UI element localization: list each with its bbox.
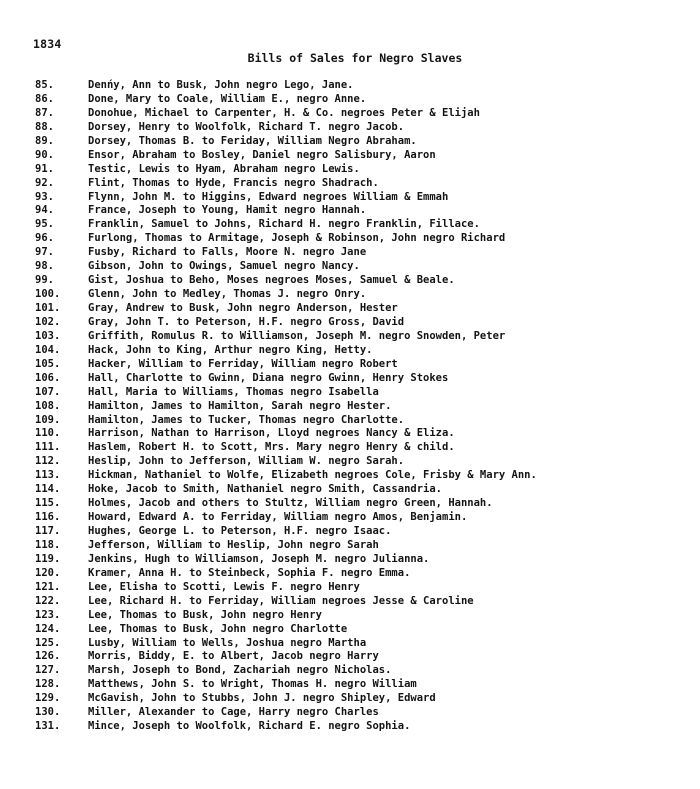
list-item <box>0 720 700 734</box>
entry-number: 91. <box>35 162 54 175</box>
entry-number: 85. <box>35 79 54 91</box>
list-item <box>0 344 700 358</box>
entry-number: 123. <box>35 608 61 621</box>
entry-number: 124. <box>35 622 61 635</box>
list-item <box>0 204 700 218</box>
entry-text: Dorsey, Thomas B. to Feriday, William Negro Abraham. <box>88 134 417 147</box>
entry-text: McGavish, John to Stubbs, John J. negro Shipley, Edward <box>88 692 436 705</box>
page-title: Bills of Sales for Negro Slaves <box>247 51 463 65</box>
entry-text: Heslip, John to Jefferson, William W. negro Sarah. <box>88 455 405 468</box>
entry-text: Matthews, John S. to Wright, Thomas H. negro William <box>88 678 417 691</box>
list-item <box>0 539 700 553</box>
entry-number: 127. <box>35 664 61 677</box>
list-item <box>0 441 700 455</box>
entry-text: Hickman, Nathaniel to Wolfe, Elizabeth negroes Cole, Frisby & Mary Ann. <box>88 469 537 482</box>
entry-text: Flynn, John M. to Higgins, Edward negroes William & Emmah <box>88 190 449 203</box>
entry-number: 115. <box>35 497 61 510</box>
list-item <box>0 288 700 302</box>
entry-text: Gibson, John to Owings, Samuel negro Nancy. <box>88 260 360 273</box>
entry-text: Harrison, Nathan to Harrison, Lloyd negroes Nancy & Eliza. <box>88 427 455 440</box>
entry-number: 113. <box>35 469 61 482</box>
list-item <box>0 469 700 483</box>
entry-number: 90. <box>35 148 54 161</box>
list-item <box>0 93 700 107</box>
list-item <box>0 581 700 595</box>
list-item <box>0 274 700 288</box>
list-item <box>0 678 700 692</box>
entry-number: 99. <box>35 274 54 287</box>
list-item <box>0 664 700 678</box>
entry-text: Jefferson, William to Heslip, John negro Sarah <box>88 538 379 551</box>
entry-text: Lee, Richard H. to Ferriday, William negroes Jesse & Caroline <box>88 594 474 607</box>
entry-number: 126. <box>35 650 61 663</box>
entry-number: 128. <box>35 678 61 691</box>
entry-number: 93. <box>35 190 54 203</box>
list-item <box>0 149 700 163</box>
entry-text: Jenkins, Hugh to Williamson, Joseph M. negro Julianna. <box>88 552 430 565</box>
entry-text: Howard, Edward A. to Ferriday, William negro Amos, Benjamin. <box>88 511 468 524</box>
entry-text: Marsh, Joseph to Bond, Zachariah negro Nicholas. <box>88 664 392 677</box>
entry-text: Dorsey, Henry to Woolfolk, Richard T. negro Jacob. <box>88 120 405 133</box>
list-item <box>0 427 700 441</box>
entry-text: Hack, John to King, Arthur negro King, Hetty. <box>88 343 373 356</box>
entry-text: Hacker, William to Ferriday, William negro Robert <box>88 357 398 370</box>
entry-number: 125. <box>35 636 61 649</box>
entry-number: 114. <box>35 483 61 496</box>
entry-number: 104. <box>35 343 61 356</box>
entry-number: 131. <box>35 720 61 733</box>
entry-number: 121. <box>35 580 61 593</box>
entry-text: Hall, Maria to Williams, Thomas negro Isabella <box>88 385 379 398</box>
list-item <box>0 497 700 511</box>
entry-text: Denńy, Ann to Busk, John negro Lego, Jane. <box>88 79 354 91</box>
entry-text: Testic, Lewis to Hyam, Abraham negro Lewis. <box>88 162 360 175</box>
entry-text: Haslem, Robert H. to Scott, Mrs. Mary negro Henry & child. <box>88 441 455 454</box>
list-item <box>0 567 700 581</box>
entry-number: 116. <box>35 511 61 524</box>
list-item <box>0 650 700 664</box>
entry-number: 106. <box>35 371 61 384</box>
list-item <box>0 623 700 637</box>
list-item <box>0 595 700 609</box>
list-item <box>0 107 700 121</box>
entry-text: Hughes, George L. to Peterson, H.F. negro Isaac. <box>88 525 392 537</box>
entry-text: Lee, Thomas to Busk, John negro Charlotte <box>88 622 348 635</box>
list-item <box>0 177 700 191</box>
list-item <box>0 260 700 274</box>
entry-number: 102. <box>35 315 61 328</box>
entry-number: 101. <box>35 302 61 314</box>
list-item <box>0 316 700 330</box>
list-item <box>0 511 700 525</box>
list-item <box>0 386 700 400</box>
entry-number: 87. <box>35 106 54 119</box>
entry-number: 89. <box>35 134 54 147</box>
entry-text: Gist, Joshua to Beho, Moses negroes Moses, Samuel & Beale. <box>88 274 455 287</box>
entry-number: 129. <box>35 692 61 705</box>
list-item <box>0 135 700 149</box>
list-item <box>0 358 700 372</box>
list-item <box>0 455 700 469</box>
list-item <box>0 218 700 232</box>
list-item <box>0 79 700 93</box>
entry-number: 96. <box>35 232 54 245</box>
entry-number: 119. <box>35 552 61 565</box>
entry-number: 88. <box>35 120 54 133</box>
entry-number: 118. <box>35 538 61 551</box>
list-item <box>0 191 700 205</box>
entry-text: Ensor, Abraham to Bosley, Daniel negro Salisbury, Aaron <box>88 148 436 161</box>
entry-text: Kramer, Anna H. to Steinbeck, Sophia F. negro Emma. <box>88 566 411 579</box>
entry-text: Morris, Biddy, E. to Albert, Jacob negro Harry <box>88 650 379 663</box>
list-item <box>0 637 700 651</box>
entry-text: Furlong, Thomas to Armitage, Joseph & Robinson, John negro Richard <box>88 232 506 245</box>
list-item <box>0 553 700 567</box>
entry-number: 92. <box>35 176 54 189</box>
entry-number: 111. <box>35 441 61 454</box>
entry-number: 110. <box>35 427 61 440</box>
list-item <box>0 706 700 720</box>
list-item <box>0 302 700 316</box>
entry-text: Hoke, Jacob to Smith, Nathaniel negro Smith, Cassandria. <box>88 483 443 496</box>
entry-text: Fusby, Richard to Falls, Moore N. negro Jane <box>88 246 367 259</box>
entry-number: 95. <box>35 218 54 231</box>
entry-number: 122. <box>35 594 61 607</box>
entry-text: Holmes, Jacob and others to Stultz, William negro Green, Hannah. <box>88 497 493 510</box>
list-item <box>0 330 700 344</box>
entry-text: Franklin, Samuel to Johns, Richard H. negro Franklin, Fillace. <box>88 218 480 231</box>
entry-text: Lusby, William to Wells, Joshua negro Martha <box>88 636 367 649</box>
entry-text: Mince, Joseph to Woolfolk, Richard E. negro Sophia. <box>88 720 411 733</box>
entry-text: Lee, Elisha to Scotti, Lewis F. negro Henry <box>88 580 360 593</box>
list-item <box>0 483 700 497</box>
entry-text: Done, Mary to Coale, William E., negro Anne. <box>88 92 367 105</box>
entry-text: Gray, John T. to Peterson, H.F. negro Gross, David <box>88 315 405 328</box>
entry-list <box>0 79 700 734</box>
list-item <box>0 121 700 135</box>
entry-text: Hamilton, James to Tucker, Thomas negro Charlotte. <box>88 413 405 426</box>
page-year: 1834 <box>33 37 62 51</box>
entry-text: Donohue, Michael to Carpenter, H. & Co. negroes Peter & Elijah <box>88 106 480 119</box>
entry-number: 107. <box>35 385 61 398</box>
list-item <box>0 232 700 246</box>
entry-number: 97. <box>35 246 54 259</box>
entry-number: 117. <box>35 525 61 537</box>
list-item <box>0 246 700 260</box>
list-item <box>0 609 700 623</box>
entry-number: 112. <box>35 455 61 468</box>
entry-number: 98. <box>35 260 54 273</box>
entry-text: Glenn, John to Medley, Thomas J. negro Onry. <box>88 288 367 301</box>
entry-text: Miller, Alexander to Cage, Harry negro Charles <box>88 706 379 719</box>
list-item <box>0 692 700 706</box>
entry-text: Gray, Andrew to Busk, John negro Anderson, Hester <box>88 302 398 314</box>
entry-number: 86. <box>35 92 54 105</box>
entry-text: Lee, Thomas to Busk, John negro Henry <box>88 608 322 621</box>
entry-text: Flint, Thomas to Hyde, Francis negro Shadrach. <box>88 176 379 189</box>
entry-number: 94. <box>35 204 54 217</box>
entry-number: 109. <box>35 413 61 426</box>
entry-number: 105. <box>35 357 61 370</box>
list-item <box>0 372 700 386</box>
entry-number: 130. <box>35 706 61 719</box>
entry-text: Hamilton, James to Hamilton, Sarah negro Hester. <box>88 399 392 412</box>
list-item <box>0 525 700 539</box>
entry-number: 100. <box>35 288 61 301</box>
entry-text: France, Joseph to Young, Hamit negro Hannah. <box>88 204 367 217</box>
list-item <box>0 400 700 414</box>
entry-number: 108. <box>35 399 61 412</box>
list-item <box>0 163 700 177</box>
entry-number: 120. <box>35 566 61 579</box>
entry-text: Griffith, Romulus R. to Williamson, Joseph M. negro Snowden, Peter <box>88 329 506 342</box>
entry-text: Hall, Charlotte to Gwinn, Diana negro Gwinn, Henry Stokes <box>88 371 449 384</box>
entry-number: 103. <box>35 329 61 342</box>
list-item <box>0 414 700 428</box>
